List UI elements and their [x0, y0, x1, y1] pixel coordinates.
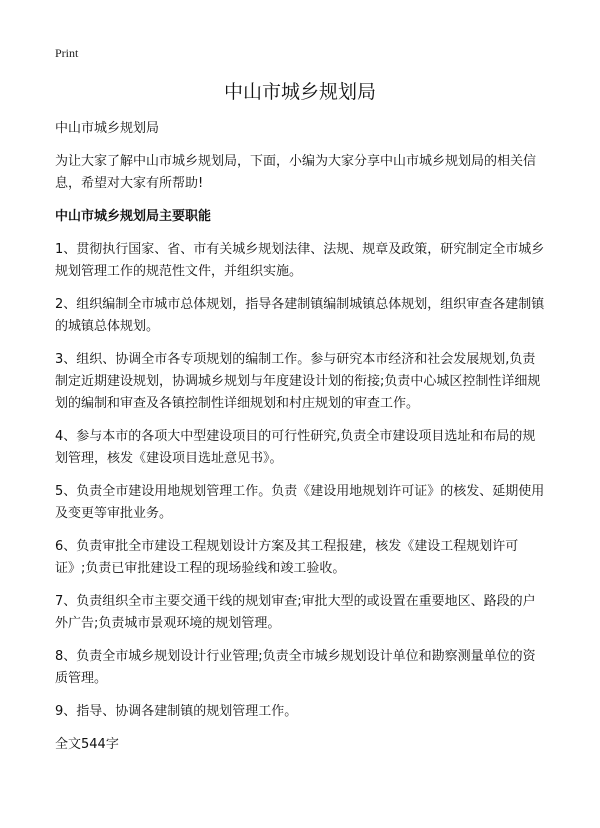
duty-item-7: 7、负责组织全市主要交通干线的规划审查;审批大型的或设置在重要地区、路段的户外广告;负责城市景观环境的规划管理。 [55, 594, 536, 631]
duty-item-1: 1、贯彻执行国家、省、市有关城乡规划法律、法规、规章及政策，研究制定全市城乡规划管理工作的规范性文件，并组织实施。 [55, 242, 545, 279]
duty-item-3: 3、组织、协调全市各专项规划的编制工作。参与研究本市经济和社会发展规划,负责制定近期建设规划，协调城乡规划与年度建设计划的衔接;负责中心城区控制性详细规划的编制和审查及各镇控制性详细规划和村庄规划的审查工作。 [55, 352, 541, 411]
page-title: 中山市城乡规划局 [223, 81, 376, 103]
print-label: Print [55, 46, 79, 60]
word-count: 全文544字 [55, 737, 119, 752]
document-body [55, 118, 547, 767]
intro-paragraph: 为让大家了解中山市城乡规划局，下面，小编为大家分享中山市城乡规划局的相关信息，希望对大家有所帮助! [55, 154, 537, 191]
section-heading: 中山市城乡规划局主要职能 [55, 209, 212, 224]
subject-line: 中山市城乡规划局 [55, 121, 160, 136]
duty-item-9: 9、指导、协调各建制镇的规划管理工作。 [55, 704, 298, 719]
duty-item-8: 8、负责全市城乡规划设计行业管理;负责全市城乡规划设计单位和勘察测量单位的资质管理。 [55, 649, 536, 686]
duty-item-4: 4、参与本市的各项大中型建设项目的可行性研究,负责全市建设项目选址和布局的规划管理，核发《建设项目选址意见书》。 [55, 429, 536, 466]
duty-item-2: 2、组织编制全市城市总体规划，指导各建制镇编制城镇总体规划，组织审查各建制镇的城镇总体规划。 [55, 297, 545, 334]
duty-item-6: 6、负责审批全市建设工程规划设计方案及其工程报建，核发《建设工程规划许可证》;负责已审批建设工程的现场验线和竣工验收。 [55, 539, 519, 576]
duty-item-5: 5、负责全市建设用地规划管理工作。负责《建设用地规划许可证》的核发、延期使用及变更等审批业务。 [55, 484, 545, 521]
